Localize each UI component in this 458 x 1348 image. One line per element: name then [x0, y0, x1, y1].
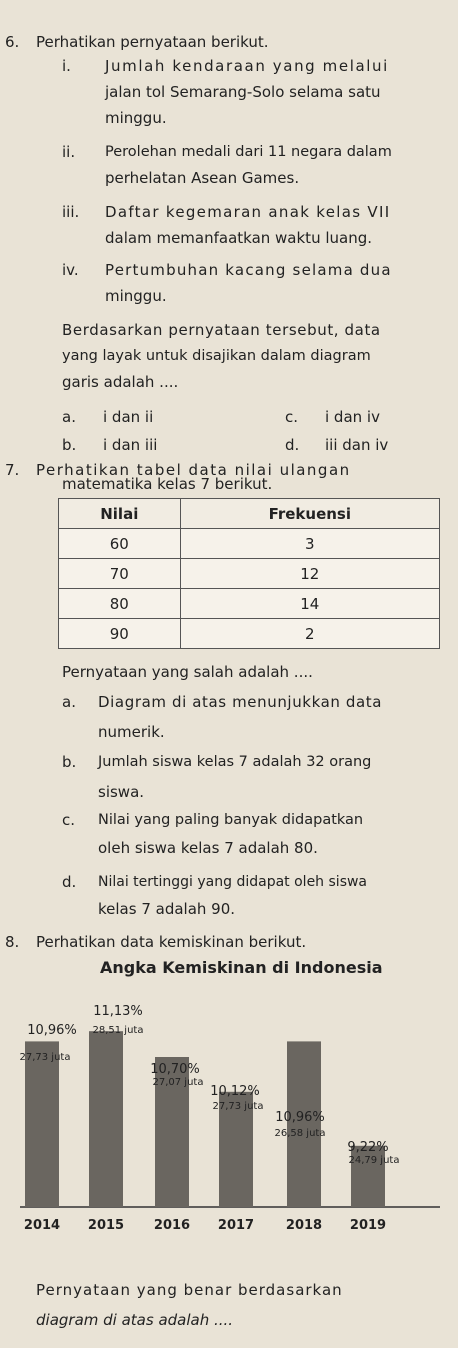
table-cell-nilai: 70: [59, 559, 181, 589]
chart-x-tick-label: 2014: [23, 1218, 61, 1233]
q7-option-b-letter: b.: [62, 753, 77, 771]
q6-statement-2-line-2: perhelatan Asean Games.: [105, 169, 300, 187]
chart-count-label: 27,07 juta: [152, 1077, 204, 1088]
q7-prompt-line-2: matematika kelas 7 berikut.: [62, 475, 273, 493]
table-row: [59, 559, 440, 589]
q6-question-line-1: Berdasarkan pernyataan tersebut, data: [62, 321, 381, 339]
q8-number: 8.: [5, 933, 20, 951]
chart-count-label: 27,73 juta: [212, 1101, 264, 1112]
q7-option-c-line-1: Nilai yang paling banyak didapatkan: [98, 812, 364, 828]
q7-number: 7.: [5, 461, 20, 479]
table-header-frekuensi: Frekuensi: [180, 499, 439, 529]
q8-question-line-1: Pernyataan yang benar berdasarkan: [36, 1281, 343, 1299]
q7-option-d-letter: d.: [62, 873, 77, 891]
table-cell-nilai: 90: [59, 619, 181, 649]
q6-statement-3-roman: iii.: [62, 203, 80, 221]
table-cell-frekuensi: 3: [180, 529, 439, 559]
table-cell-nilai: 60: [59, 529, 181, 559]
q7-option-d-line-2: kelas 7 adalah 90.: [98, 900, 236, 918]
table-cell-frekuensi: 12: [180, 559, 439, 589]
q6-statement-1-line-3: minggu.: [105, 109, 167, 127]
q6-statement-1-line-2: jalan tol Semarang-Solo selama satu: [105, 83, 381, 101]
q7-prompt-line-1: Perhatikan tabel data nilai ulangan: [36, 461, 351, 479]
q6-question-line-2: yang layak untuk disajikan dalam diagram: [62, 348, 371, 364]
q7-option-a-letter: a.: [62, 693, 76, 711]
chart-count-label: 28,51 juta: [92, 1025, 144, 1036]
q6-option-b-text: i dan iii: [103, 436, 158, 454]
chart-x-tick-label: 2018: [285, 1218, 323, 1233]
table-cell-frekuensi: 14: [180, 589, 439, 619]
q6-statement-1-line-1: Jumlah kendaraan yang melalui: [105, 57, 389, 75]
table-row: [59, 589, 440, 619]
q6-question-line-3: garis adalah ....: [62, 373, 179, 391]
q6-statement-4-line-2: minggu.: [105, 287, 167, 305]
q7-option-a-line-1: Diagram di atas menunjukkan data: [98, 693, 383, 711]
q6-option-c-text: i dan iv: [325, 408, 380, 426]
q6-option-a-text: i dan ii: [103, 408, 154, 426]
chart-x-tick-label: 2019: [349, 1218, 387, 1233]
q6-statement-3-line-1: Daftar kegemaran anak kelas VII: [105, 203, 391, 221]
table-header-row: [59, 499, 440, 529]
q7-option-d-line-1: Nilai tertinggi yang didapat oleh siswa: [98, 874, 368, 890]
table-row: [59, 529, 440, 559]
q7-frequency-table: [58, 498, 440, 649]
q6-prompt: Perhatikan pernyataan berikut.: [36, 33, 269, 51]
chart-percent-label: 11,13%: [93, 1004, 143, 1019]
q6-statement-4-line-1: Pertumbuhan kacang selama dua: [105, 261, 392, 279]
chart-title: Angka Kemiskinan di Indonesia: [100, 958, 383, 977]
q7-question: Pernyataan yang salah adalah ....: [62, 663, 313, 681]
chart-count-label: 26,58 juta: [274, 1128, 326, 1139]
q7-option-b-line-2: siswa.: [98, 783, 145, 801]
q6-statement-2-line-1: Perolehan medali dari 11 negara dalam: [105, 144, 392, 160]
q6-option-d-text: iii dan iv: [325, 436, 389, 454]
table-row: [59, 619, 440, 649]
q6-statement-2-roman: ii.: [62, 143, 76, 161]
q6-statement-1-roman: i.: [62, 57, 71, 75]
q6-option-c-letter: c.: [285, 408, 299, 426]
q6-statement-4-roman: iv.: [62, 261, 79, 279]
chart-percent-label: 10,96%: [275, 1110, 325, 1125]
q7-option-b-line-1: Jumlah siswa kelas 7 adalah 32 orang: [98, 754, 372, 770]
chart-percent-label: 10,70%: [150, 1062, 200, 1077]
q6-statement-3-line-2: dalam memanfaatkan waktu luang.: [105, 229, 373, 247]
q7-option-a-line-2: numerik.: [98, 723, 165, 741]
chart-count-label: 27,73 juta: [19, 1052, 71, 1063]
q7-option-c-line-2: oleh siswa kelas 7 adalah 80.: [98, 839, 318, 857]
q6-option-d-letter: d.: [285, 436, 300, 454]
table-header-nilai: Nilai: [59, 499, 181, 529]
poverty-bar-chart: [0, 985, 458, 1250]
table-cell-frekuensi: 2: [180, 619, 439, 649]
chart-percent-label: 9,22%: [347, 1140, 389, 1155]
chart-x-tick-label: 2015: [87, 1218, 125, 1233]
chart-percent-label: 10,96%: [27, 1023, 77, 1038]
chart-x-tick-label: 2016: [153, 1218, 191, 1233]
q6-option-a-letter: a.: [62, 408, 76, 426]
chart-bar: [25, 1041, 59, 1207]
q8-prompt: Perhatikan data kemiskinan berikut.: [36, 933, 307, 951]
table-cell-nilai: 80: [59, 589, 181, 619]
q7-option-c-letter: c.: [62, 811, 76, 829]
q6-number: 6.: [5, 33, 20, 51]
q6-option-b-letter: b.: [62, 436, 77, 454]
chart-count-label: 24,79 juta: [348, 1155, 400, 1166]
chart-x-tick-label: 2017: [217, 1218, 255, 1233]
chart-bar: [89, 1031, 123, 1207]
chart-percent-label: 10,12%: [210, 1084, 260, 1099]
q8-question-line-2: diagram di atas adalah ....: [36, 1311, 234, 1329]
